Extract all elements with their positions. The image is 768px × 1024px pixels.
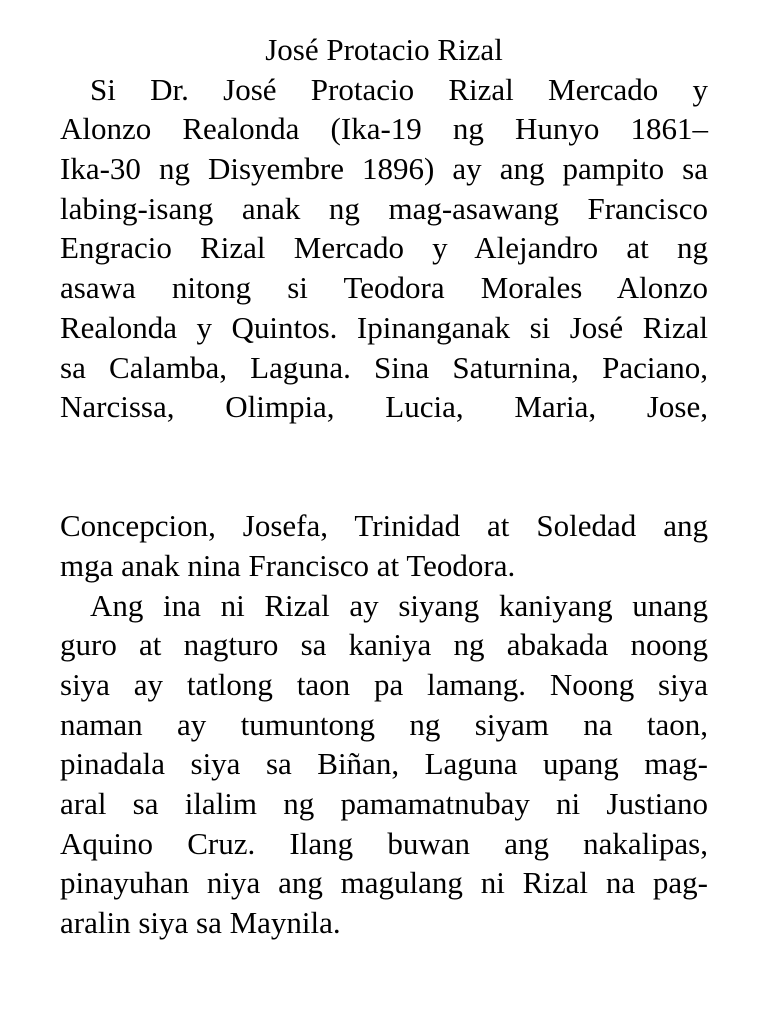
paragraph-line: siya ay tatlong taon pa lamang. Noong siya (60, 667, 708, 703)
document-page (60, 30, 708, 943)
paragraph-line: naman ay tumuntong ng siyam na taon, (60, 706, 708, 742)
paragraph-line: asawa nitong si Teodora Morales Alonzo (60, 270, 708, 306)
paragraph-line: Realonda y Quintos. Ipinanganak si José Rizal (60, 309, 708, 345)
paragraph-2 (60, 586, 708, 943)
paragraph-1 (60, 70, 708, 427)
paragraph-line: pinayuhan niya ang magulang ni Rizal na pag- (60, 865, 708, 901)
paragraph-line: Ika-30 ng Disyembre 1896) ay ang pampito sa (60, 151, 708, 187)
paragraph-1-continued (60, 506, 708, 585)
paragraph-line: mga anak nina Francisco at Teodora. (60, 547, 516, 583)
paragraph-line: Aquino Cruz. Ilang buwan ang nakalipas, (60, 825, 708, 861)
paragraph-line: Concepcion, Josefa, Trinidad at Soledad ang (60, 508, 708, 544)
paragraph-line: aral sa ilalim ng pamamatnubay ni Justiano (60, 786, 708, 822)
paragraph-line: pinadala siya sa Biñan, Laguna upang mag- (60, 746, 708, 782)
paragraph-line: labing-isang anak ng mag-asawang Francisco (60, 190, 708, 226)
document-title: José Protacio Rizal (265, 32, 503, 67)
paragraph-line: sa Calamba, Laguna. Sina Saturnina, Paciano, (60, 349, 708, 385)
paragraph-line: Si Dr. José Protacio Rizal Mercado y (90, 71, 708, 107)
paragraph-line: Ang ina ni Rizal ay siyang kaniyang unang (90, 587, 708, 623)
paragraph-line: guro at nagturo sa kaniya ng abakada noong (60, 627, 708, 663)
paragraph-line: aralin siya sa Maynila. (60, 905, 341, 941)
page-gap (60, 427, 708, 506)
paragraph-line: Alonzo Realonda (Ika-19 ng Hunyo 1861– (60, 111, 708, 147)
paragraph-line: Engracio Rizal Mercado y Alejandro at ng (60, 230, 708, 266)
paragraph-line: Narcissa, Olimpia, Lucia, Maria, Jose, (60, 389, 708, 425)
